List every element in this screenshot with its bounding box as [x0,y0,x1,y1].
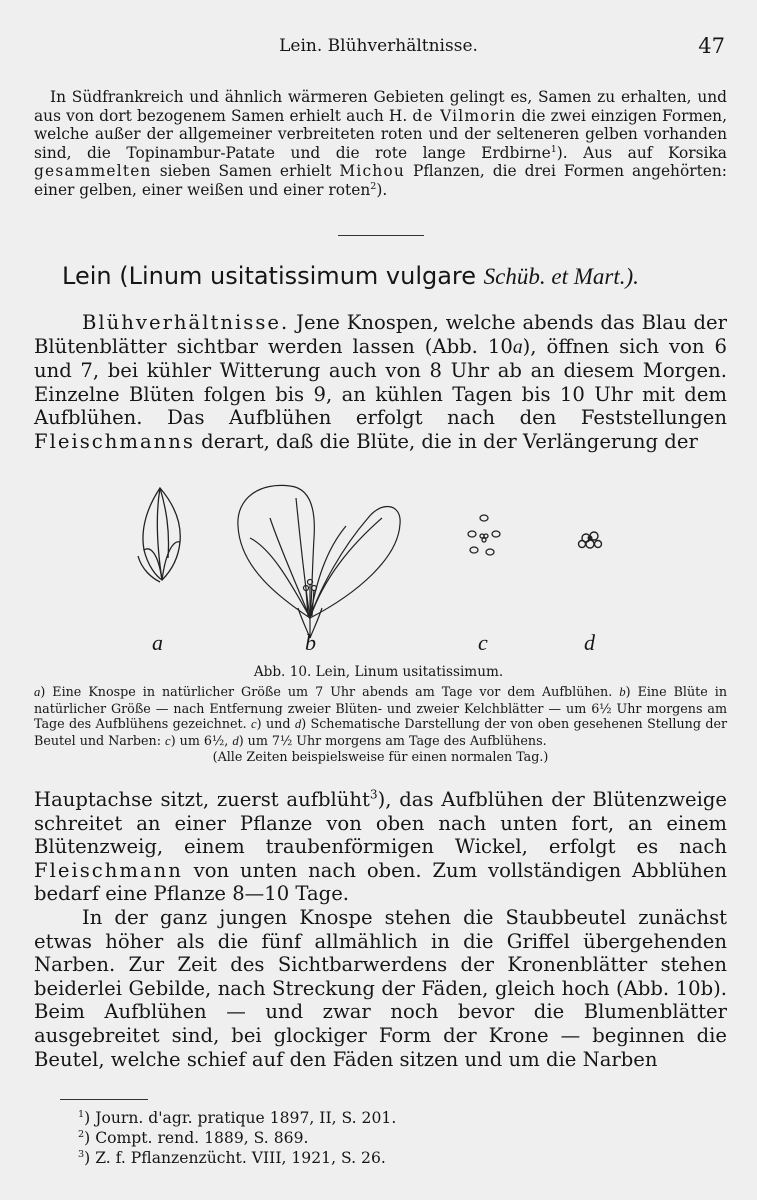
schematic-d-drawing [579,532,602,548]
page-header [0,34,757,62]
fig-label-c: c [478,630,488,655]
footnote-divider [60,1099,148,1100]
open-flower-drawing [238,485,400,638]
schematic-c-drawing [468,515,500,555]
page-number: 47 [698,34,725,58]
fig-label-b: b [305,630,316,655]
footnote-1: $^1$) Journ. d'agr. pratique 1897, II, S. 201. [78,1108,397,1127]
paragraph-staubbeutel: In der ganz jungen Knospe stehen die Staubbeutel zunächst etwas höher als die fünf allmählich in die Griffel übergehenden Narben. Zur Zeit des Sichtbarwerdens der Kronenblätter stehen beiderlei Gebilde, nach Streckung der Fäden, gleich hoch (Abb. 10b). Beim Aufblühen — und zwar noch bevor die Blumenblätter ausgebreitet sind, bei glockiger Form der Krone — beginnen die Beutel, welche schief auf den Fäden sitzen und um die Narben [34,905,727,1071]
bud-drawing [138,488,180,582]
author-name: de Vilmorin [412,106,517,125]
intro-paragraph: In Südfrankreich und ähnlich wärmeren Gebieten gelingt es, Samen zu erhalten, und aus von dort bezogenem Samen erhielt auch H. de Vilmorin die zwei einzigen Formen, welche außer der allgemeiner verbreiteten roten und der selteneren gelben vorhanden sind, die Topinambur-Patate und die rote lange Erdbirne$^1$). Aus auf Korsika gesammelten sieben Samen erhielt Michou Pflanzen, die drei Formen angehörten: einer gelben, einer weißen und einer roten$^2$). [34,88,727,199]
running-head: Lein. Blühverhältnisse. [279,36,478,56]
author-name: Fleischmann [34,858,183,882]
footnote-2: $^2$) Compt. rend. 1889, S. 869. [78,1128,309,1147]
paragraph-continued: Hauptachse sitzt, zuerst aufblüht$^3$), das Aufblühen der Blütenzweige schreitet an einer Pflanze von oben nach unten fort, an einem Blütenzweig, einem traubenförmigen Wickel, erfolgt es nach Fleischmann von unten nach oben. Zum vollständigen Abblühen bedarf eine Pflanze 8—10 Tage. [34,787,727,906]
body-text [34,788,727,1071]
footnotes [78,1108,396,1168]
caption-text: a) Eine Knospe in natürlicher Größe um 7 Uhr abends am Tage vor dem Aufblühen. b) Eine Blüte in natürlicher Größe — nach Entfernung zweier Blüten- und zweier Kelchblätter — um 6½ Uhr morgens am Tage des Aufblühens gezeichnet. c) und d) Schematische Darstellung der von oben gesehenen Stellung der Beutel und Narben: c) um 6½, d) um 7½ Uhr morgens am Tage des Aufblühens. [34,684,728,748]
footnote-3: $^3$) Z. f. Pflanzenzücht. VIII, 1921, S. 26. [78,1148,386,1167]
figure-title: Abb. 10. Lein, Linum usitatissimum. [253,664,504,680]
author-name: Fleischmanns [34,429,195,453]
paragraph-bluehverhaeltnisse: Blühverhältnisse. Jene Knospen, welche abends das Blau der Blütenblätter sichtbar werden lassen (Abb. 10a), öffnen sich von 6 und 7, bei kühler Witterung auch von 8 Uhr ab an diesem Morgen. Einzelne Blüten folgen bis 9, an kühlen Tagen bis 10 Uhr mit dem Aufblühen. Das Aufblühen erfolgt nach den Feststellungen Fleischmanns derart, daß die Blüte, die in der Verlängerung der [34,311,727,453]
paragraph-lead: Blühverhältnisse. [82,311,290,334]
footnote-ref: 1 [550,143,557,155]
heading-author: Schüb. et Mart. [483,264,626,289]
caption-note: (Alle Zeiten beispielsweise für einen normalen Tag.) [212,749,549,765]
footnote-ref: 3 [369,787,378,802]
figure-caption [34,684,727,765]
footnote-ref: 2 [370,180,377,192]
section-divider [338,235,424,236]
section-heading: Lein (Linum usitatissimum vulgare Schüb. et Mart.). [62,262,639,290]
emphasis: gesammelten [34,162,152,180]
flower-figure [120,478,640,653]
fig-label-d: d [584,630,595,655]
fig-label-a: a [152,630,163,655]
author-name: Michou [339,162,405,180]
